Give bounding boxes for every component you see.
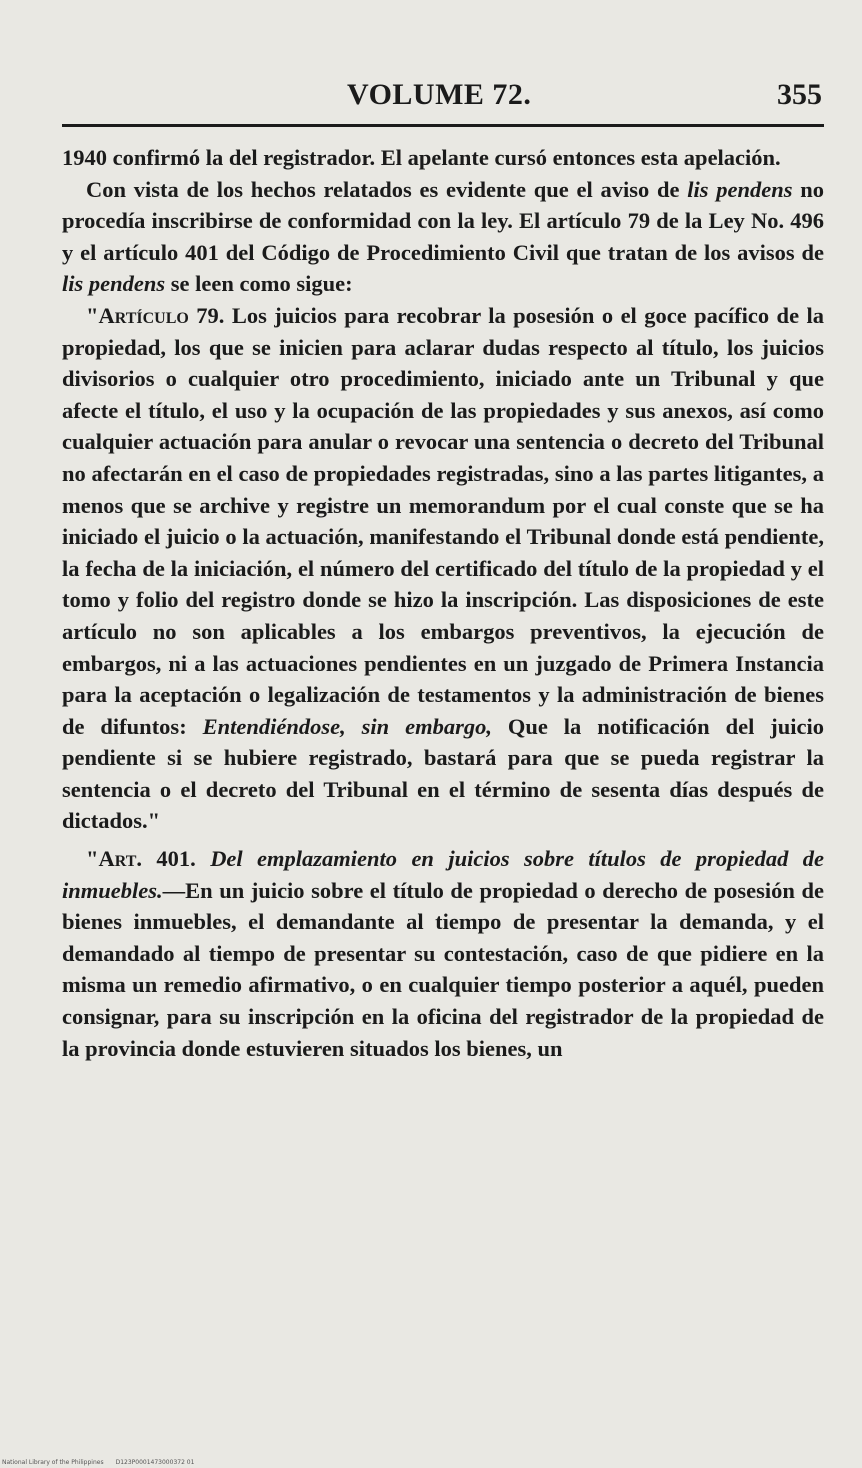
scan-code: D123P0001473000372 01: [115, 1459, 195, 1466]
running-title: VOLUME 72.: [347, 78, 532, 111]
article-401-quote: [62, 843, 824, 1064]
scan-footer: [2, 1459, 206, 1466]
page-header: [62, 78, 824, 118]
article-401-number: 401.: [142, 846, 211, 872]
paragraph-2-part-c: se leen como sigue:: [165, 271, 353, 297]
article-401-text: —En un juicio sobre el título de propiedad o derecho de posesión de bienes inmuebles, el demandante al tiempo de presentar la demanda, y el demandado al tiempo de presentar su contestación, caso de que pidiere en la misma un remedio afirmativo, o en cualquier tiempo posterior a aquél, pueden consignar, para su inscripción en la oficina del registrador de la propiedad de la provincia donde estuvieren situados los bienes, un: [62, 877, 824, 1061]
lis-pendens-term: lis pendens: [687, 176, 793, 202]
page-number: 355: [777, 78, 822, 111]
article-79-quote: [62, 300, 824, 837]
lis-pendens-term: lis pendens: [62, 271, 166, 297]
article-79-text-b: Que la notificación del juicio pendiente si se hubiere registrado, bastará para que se pueda registrar la sentencia o el decreto del Tribunal en el término de sesenta días después de dictados.": [62, 713, 825, 834]
paragraph-2-part-a: Con vista de los hechos relatados es evidente que el aviso de: [86, 176, 688, 202]
paragraph-1-text: 1940 confirmó la del registrador. El apelante cursó entonces esta apelación.: [62, 145, 781, 170]
article-79-text-a: 79. Los juicios para recobrar la posesión o el goce pacífico de la propiedad, los que se inicien para aclarar dudas respecto al título, los juicios divisorios o cualquier otro procedimiento, iniciado ante un Tribunal y que afecte el título, el uso y la ocupación de las propiedades y sus anexos, así como cualquier actuación para anular o revocar una sentencia o decreto del Tribunal no afectarán en el caso de propiedades registradas, sino a las partes litigantes, a menos que se archive y registre un memorandum por el cual conste que se ha iniciado el juicio o la actuación, manifestando el Tribunal donde está pendiente, la fecha de la iniciación, el número del certificado del título de la propiedad y el tomo y folio del registro donde se hizo la inscripción. Las disposiciones de este artículo no son aplicables a los embargos preventivos, la ejecución de embargos, ni a las actuaciones pendientes en un juzgado de Primera Instancia para la aceptación o legalización de testamentos y la administración de bienes de difuntos:: [62, 302, 824, 739]
library-credit: National Library of the Philippines: [2, 1459, 104, 1466]
body-text: [62, 142, 824, 1064]
paragraph-2: [62, 174, 824, 300]
paragraph-1: [62, 142, 824, 174]
header-rule: [62, 124, 824, 127]
article-79-proviso: Entendiéndose, sin embargo,: [202, 713, 492, 739]
article-401-label: "Art.: [86, 846, 143, 872]
paragraph-2-part-b: no procedía inscribirse de conformidad con la ley. El artículo 79 de la Ley No. 496 y el artículo 401 del Código de Procedimiento Civil que tratan de los avisos de: [62, 176, 825, 265]
article-401-heading: Del emplazamiento en juicios sobre títulos de propiedad de inmuebles.: [62, 846, 824, 903]
article-79-label: "Artículo: [86, 302, 189, 328]
